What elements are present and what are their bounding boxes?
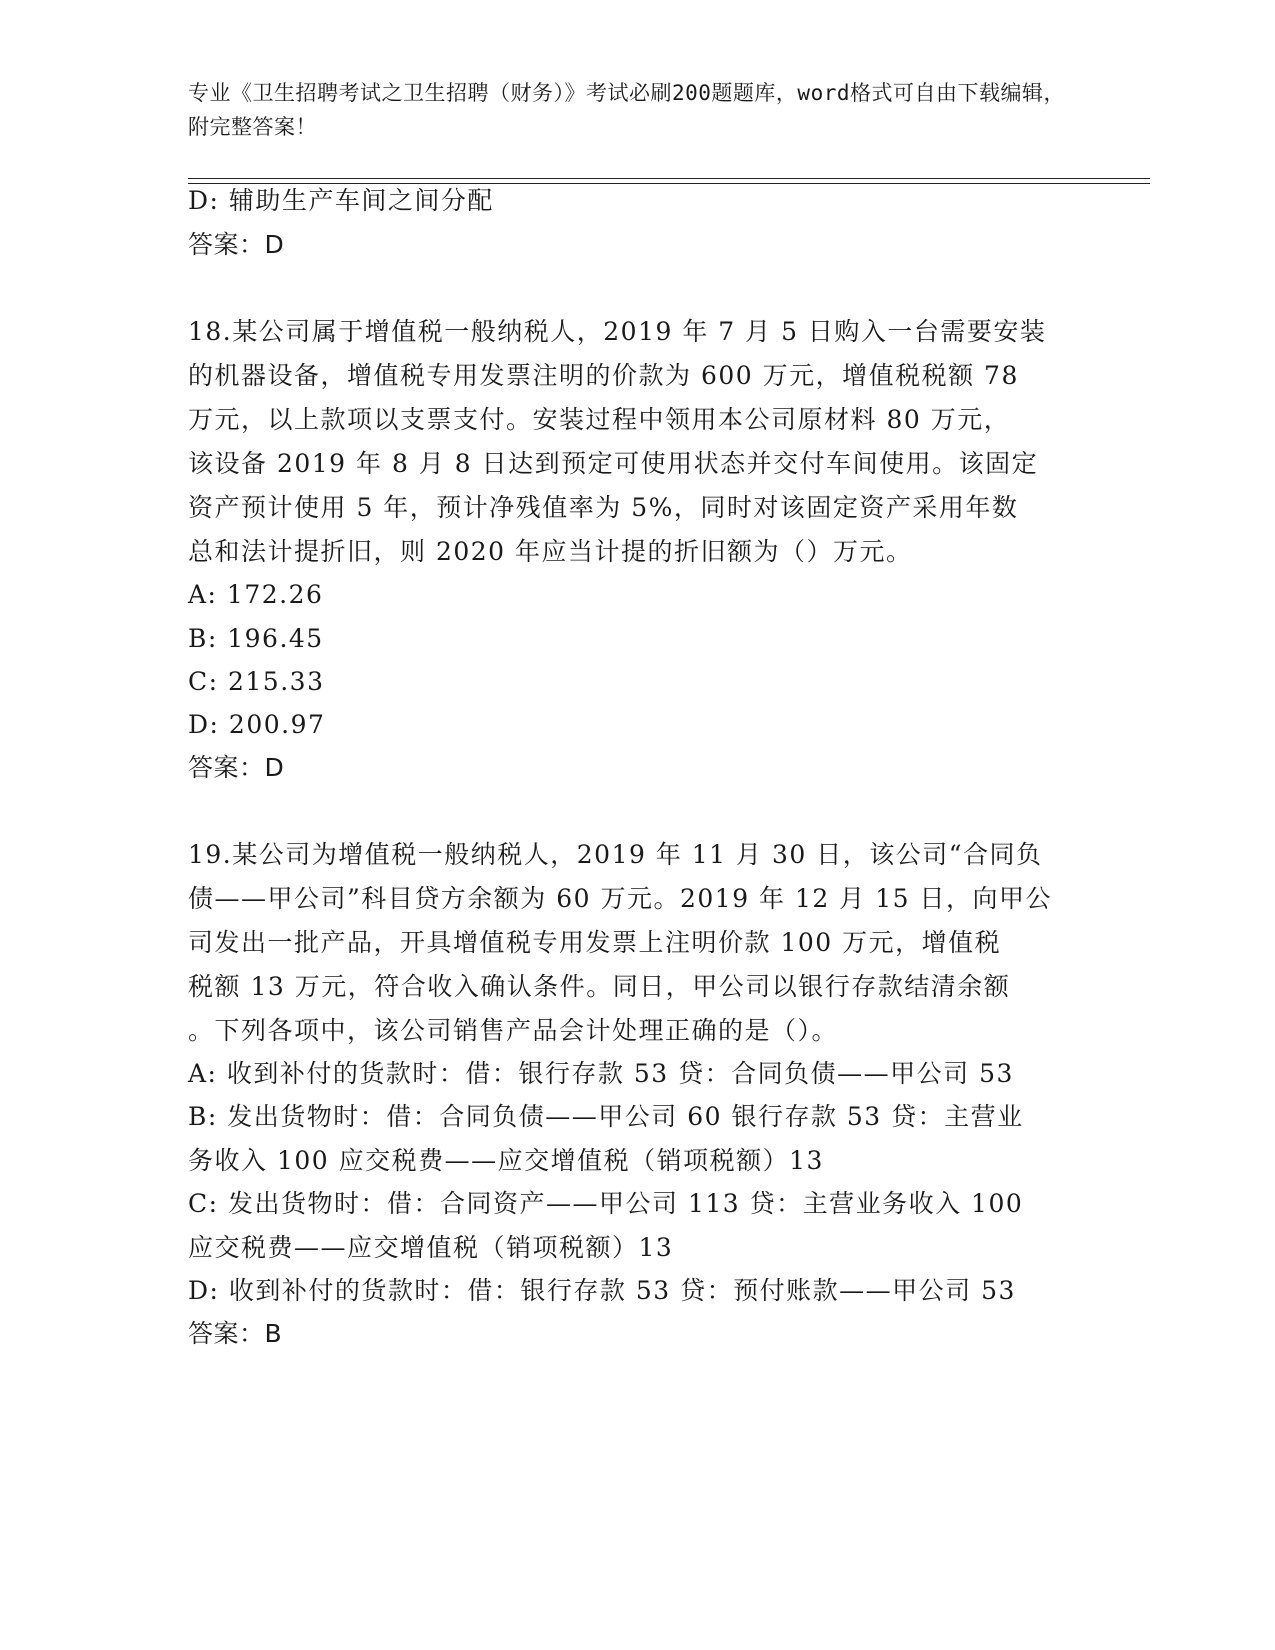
- q19-option-c-line: C: 发出货物时：借：合同资产——甲公司 113 贷：主营业务收入 100: [188, 1189, 1024, 1218]
- q17-option-d: D: 辅助生产车间之间分配: [188, 186, 494, 215]
- header-rule-bottom: [188, 183, 1150, 184]
- q19-stem-line: 。下列各项中，该公司销售产品会计处理正确的是（）。: [188, 1016, 839, 1045]
- q18-stem-line: 18.某公司属于增值税一般纳税人，2019 年 7 月 5 日购入一台需要安装: [188, 317, 1047, 346]
- q18-option-d: D: 200.97: [188, 710, 326, 739]
- q18-option-a: A: 172.26: [188, 580, 324, 609]
- q19-stem-line: 19.某公司为增值税一般纳税人，2019 年 11 月 30 日，该公司“合同负: [188, 840, 1043, 869]
- q18-stem-line: 万元，以上款项以支票支付。安装过程中领用本公司原材料 80 万元，: [188, 405, 1011, 434]
- q19-option-b-line: B: 发出货物时：借：合同负债——甲公司 60 银行存款 53 贷：主营业: [188, 1102, 1024, 1131]
- q19-stem-line: 税额 13 万元，符合收入确认条件。同日，甲公司以银行存款结清余额: [188, 972, 1011, 1001]
- q18-stem-line: 资产预计使用 5 年，预计净残值率为 5%，同时对该固定资产采用年数: [188, 493, 1019, 522]
- q19-option-c-line: 应交税费——应交增值税（销项税额）13: [188, 1233, 674, 1262]
- q18-stem-line: 总和法计提折旧，则 2020 年应当计提的折旧额为（）万元。: [188, 537, 913, 566]
- q18-stem-line: 该设备 2019 年 8 月 8 日达到预定可使用状态并交付车间使用。该固定: [188, 449, 1039, 478]
- q19-answer: 答案：B: [188, 1319, 283, 1348]
- q18-stem-line: 的机器设备，增值税专用发票注明的价款为 600 万元，增值税税额 78: [188, 361, 1019, 390]
- q18-answer: 答案：D: [188, 753, 285, 782]
- q19-stem-line: 司发出一批产品，开具增值税专用发票上注明价款 100 万元，增值税: [188, 928, 1002, 957]
- header-rule-top: [188, 178, 1150, 179]
- q19-option-b-line: 务收入 100 应交税费——应交增值税（销项税额）13: [188, 1146, 824, 1175]
- document-header: 专业《卫生招聘考试之卫生招聘（财务）》考试必刷200题题库，word格式可自由下载编辑，附完整答案！: [188, 81, 1065, 139]
- q19-option-d: D: 收到补付的货款时：借：银行存款 53 贷：预付账款——甲公司 53: [188, 1276, 1016, 1305]
- q18-option-c: C: 215.33: [188, 667, 325, 696]
- q19-option-a: A: 收到补付的货款时：借：银行存款 53 贷：合同负债——甲公司 53: [188, 1059, 1014, 1088]
- q17-answer: 答案：D: [188, 230, 285, 259]
- q19-stem-line: 债——甲公司”科目贷方余额为 60 万元。2019 年 12 月 15 日，向甲公: [188, 884, 1052, 913]
- q18-option-b: B: 196.45: [188, 624, 324, 653]
